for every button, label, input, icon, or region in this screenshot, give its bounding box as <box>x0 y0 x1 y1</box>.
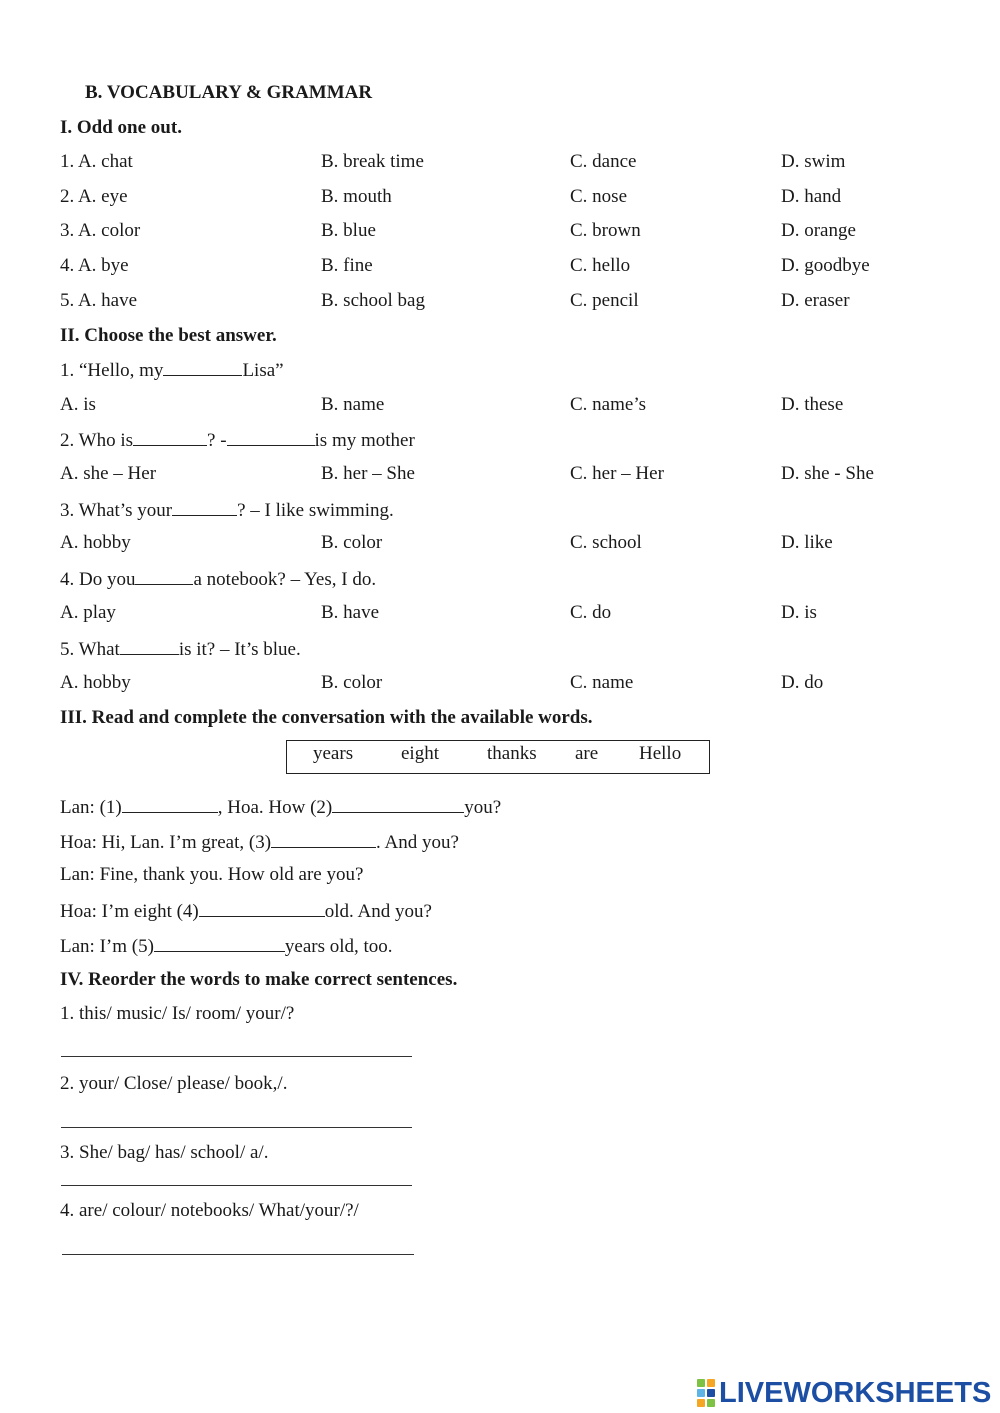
part2-heading: II. Choose the best answer. <box>60 325 277 346</box>
option-d: D. like <box>781 532 833 553</box>
option-d: D. hand <box>781 186 842 207</box>
answer-blank[interactable] <box>163 358 242 376</box>
option-b: B. color <box>321 672 383 693</box>
option-c: C. hello <box>570 255 631 276</box>
answer-line[interactable] <box>61 1185 412 1186</box>
logo-grid-icon <box>697 1379 715 1407</box>
option-d: D. eraser <box>781 290 850 311</box>
question-4: 4. Do you a notebook? – Yes, I do. <box>60 569 377 590</box>
dialogue-line: Lan: I’m (5) years old, too. <box>60 936 393 957</box>
answer-blank[interactable] <box>135 567 193 585</box>
option-c: C. pencil <box>570 290 639 311</box>
question-2: 2. Who is ? - is my mother <box>60 430 415 451</box>
answer-blank[interactable] <box>172 498 237 516</box>
option-c: C. do <box>570 602 612 623</box>
answer-blank[interactable] <box>120 637 179 655</box>
option-a: 5. A. have <box>60 290 138 311</box>
part3-heading: III. Read and complete the conversation with the available words. <box>60 707 593 728</box>
option-a: A. is <box>60 394 96 415</box>
option-d: D. orange <box>781 220 856 241</box>
option-b: B. color <box>321 532 383 553</box>
option-a: 4. A. bye <box>60 255 129 276</box>
option-d: D. goodbye <box>781 255 870 276</box>
dialogue-line: Lan: Fine, thank you. How old are you? <box>60 864 364 885</box>
reorder-item: 2. your/ Close/ please/ book,/. <box>60 1073 288 1094</box>
option-a: A. hobby <box>60 532 131 553</box>
option-b: B. mouth <box>321 186 392 207</box>
reorder-item: 1. this/ music/ Is/ room/ your/? <box>60 1003 295 1024</box>
word-item: thanks <box>487 743 537 764</box>
option-c: C. dance <box>570 151 637 172</box>
option-a: A. hobby <box>60 672 131 693</box>
question-1: 1. “Hello, my Lisa” <box>60 360 284 381</box>
option-a: A. she – Her <box>60 463 157 484</box>
option-b: B. her – She <box>321 463 415 484</box>
part1-heading: I. Odd one out. <box>60 117 182 138</box>
question-3: 3. What’s your ? – I like swimming. <box>60 500 394 521</box>
answer-line[interactable] <box>62 1254 414 1255</box>
option-b: B. school bag <box>321 290 425 311</box>
part4-heading: IV. Reorder the words to make correct sentences. <box>60 969 458 990</box>
answer-blank[interactable] <box>332 795 464 813</box>
section-title: B. VOCABULARY & GRAMMAR <box>85 82 373 103</box>
answer-blank[interactable] <box>133 428 207 446</box>
option-b: B. fine <box>321 255 373 276</box>
word-item: years <box>313 743 354 764</box>
option-c: C. name’s <box>570 394 646 415</box>
option-c: C. nose <box>570 186 627 207</box>
option-b: B. break time <box>321 151 424 172</box>
word-item: eight <box>401 743 439 764</box>
option-a: 3. A. color <box>60 220 141 241</box>
option-a: 2. A. eye <box>60 186 128 207</box>
option-b: B. have <box>321 602 380 623</box>
option-b: B. blue <box>321 220 376 241</box>
logo-text: LIVEWORKSHEETS <box>719 1377 992 1409</box>
answer-blank[interactable] <box>227 428 315 446</box>
option-b: B. name <box>321 394 385 415</box>
option-d: D. these <box>781 394 844 415</box>
option-a: 1. A. chat <box>60 151 133 172</box>
liveworksheets-logo <box>697 1378 991 1408</box>
option-c: C. her – Her <box>570 463 664 484</box>
option-c: C. brown <box>570 220 641 241</box>
reorder-item: 4. are/ colour/ notebooks/ What/your/?/ <box>60 1200 359 1221</box>
option-d: D. she - She <box>781 463 874 484</box>
answer-line[interactable] <box>61 1127 412 1128</box>
dialogue-line: Lan: (1) , Hoa. How (2) you? <box>60 797 502 818</box>
word-item: Hello <box>639 743 682 764</box>
word-box <box>286 740 710 774</box>
answer-blank[interactable] <box>122 795 218 813</box>
answer-blank[interactable] <box>154 934 285 952</box>
dialogue-line: Hoa: Hi, Lan. I’m great, (3) . And you? <box>60 832 459 853</box>
answer-line[interactable] <box>61 1056 412 1057</box>
dialogue-line: Hoa: I’m eight (4) old. And you? <box>60 901 432 922</box>
answer-blank[interactable] <box>199 899 325 917</box>
option-c: C. name <box>570 672 634 693</box>
reorder-item: 3. She/ bag/ has/ school/ a/. <box>60 1142 269 1163</box>
option-d: D. swim <box>781 151 846 172</box>
word-item: are <box>575 743 599 764</box>
question-5: 5. What is it? – It’s blue. <box>60 639 301 660</box>
option-d: D. is <box>781 602 817 623</box>
option-d: D. do <box>781 672 824 693</box>
option-c: C. school <box>570 532 642 553</box>
option-a: A. play <box>60 602 116 623</box>
answer-blank[interactable] <box>271 830 376 848</box>
